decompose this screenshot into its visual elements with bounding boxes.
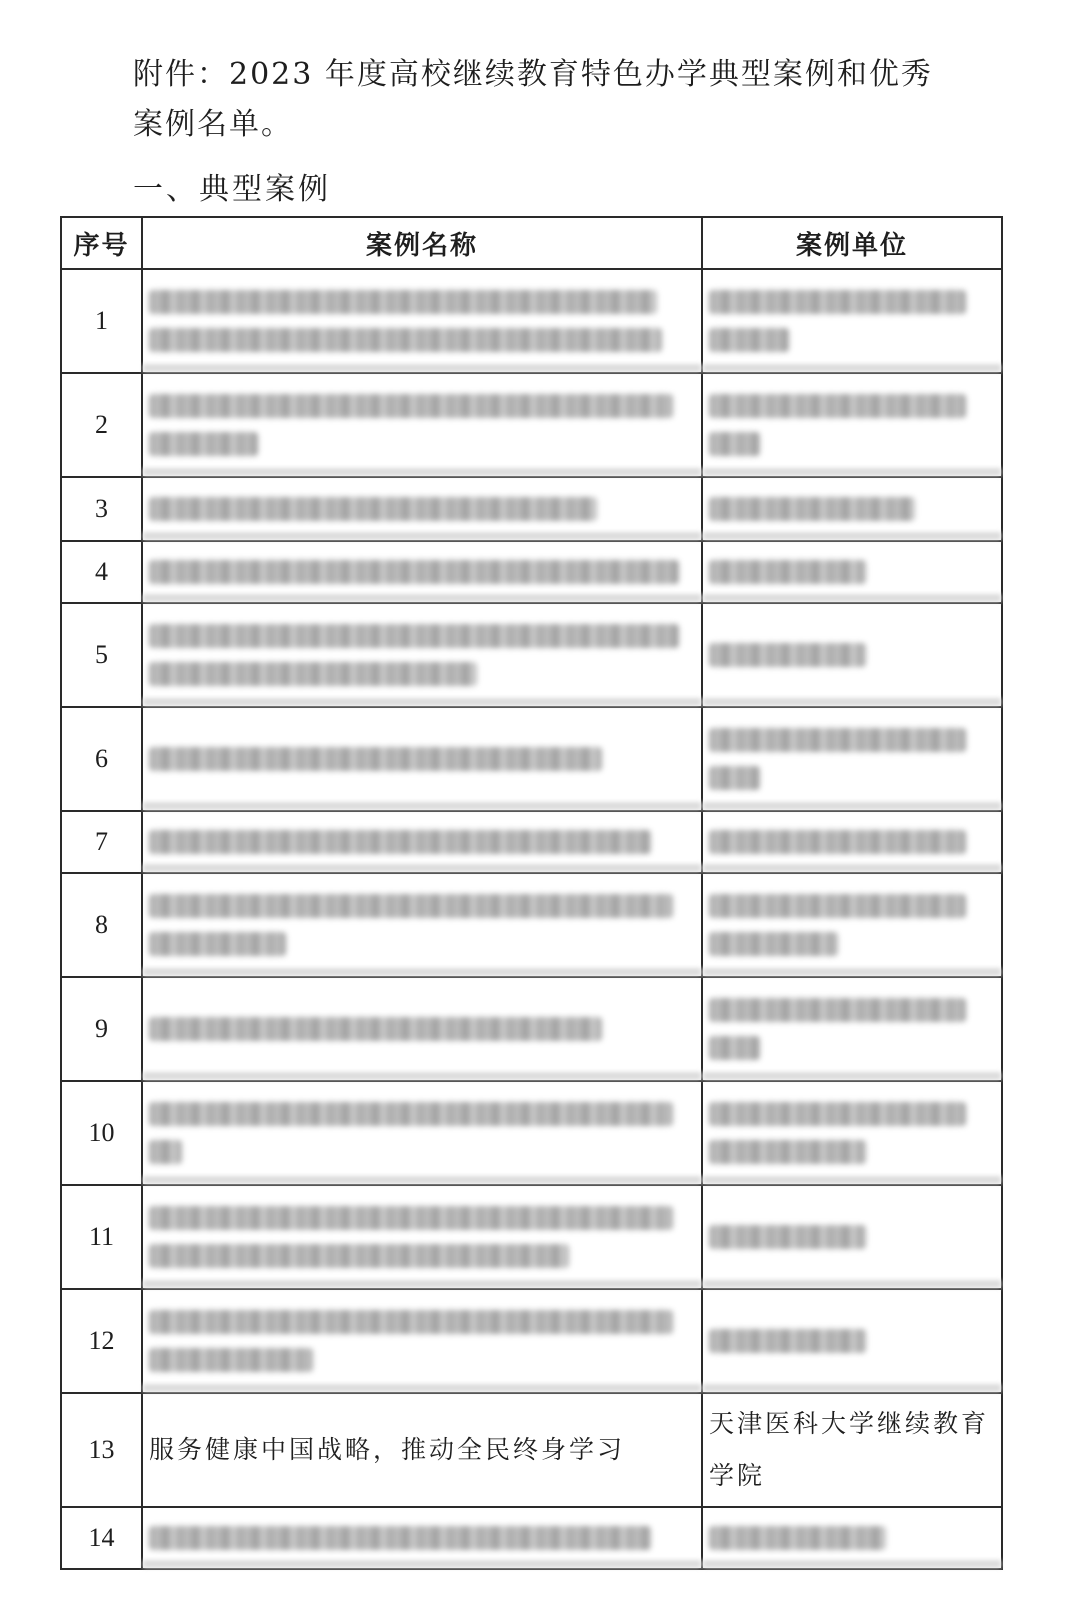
blurred-text-line [709, 1140, 866, 1164]
case-name-redacted [142, 269, 702, 373]
blur-shadow [143, 802, 701, 810]
blur-shadow [143, 594, 701, 602]
case-name-redacted [142, 1289, 702, 1393]
blurred-text-line [149, 394, 673, 418]
blur-shadow [143, 968, 701, 976]
table-row [61, 373, 1002, 477]
blur-shadow [143, 1560, 701, 1568]
blurred-text-line [709, 1036, 760, 1060]
row-number: 3 [61, 477, 142, 541]
case-unit-redacted [702, 1185, 1002, 1289]
case-name-redacted [142, 373, 702, 477]
case-unit-redacted [702, 373, 1002, 477]
blurred-text-line [149, 497, 597, 521]
table-row [61, 1507, 1002, 1569]
blur-shadow [143, 864, 701, 872]
row-number: 9 [61, 977, 142, 1081]
table-row [61, 603, 1002, 707]
section-title: 一、典型案例 [133, 172, 331, 207]
case-table [60, 216, 1003, 1570]
blurred-text-line [709, 1102, 966, 1126]
table-row [61, 707, 1002, 811]
blur-shadow [143, 1072, 701, 1080]
table-header-row [61, 217, 1002, 269]
case-unit-redacted [702, 269, 1002, 373]
blurred-text-line [149, 932, 286, 956]
blurred-text-line [149, 1140, 182, 1164]
row-number: 8 [61, 873, 142, 977]
row-number: 5 [61, 603, 142, 707]
blur-shadow [703, 1176, 1001, 1184]
blurred-text-line [149, 432, 258, 456]
blurred-text-line [709, 560, 866, 584]
table-row [61, 269, 1002, 373]
blurred-text-line [149, 560, 679, 584]
case-name-redacted [142, 1081, 702, 1185]
blurred-text-line [709, 830, 966, 854]
blurred-text-line [709, 728, 966, 752]
case-name-text: 服务健康中国战略，推动全民终身学习 [149, 1435, 626, 1464]
blurred-text-line [709, 290, 966, 314]
case-name-redacted [142, 873, 702, 977]
table-row [61, 977, 1002, 1081]
row-number: 2 [61, 373, 142, 477]
case-name-redacted [142, 603, 702, 707]
blur-shadow [703, 1384, 1001, 1392]
header-case-unit: 案例单位 [702, 217, 1002, 269]
case-unit-redacted [702, 603, 1002, 707]
blur-shadow [703, 1072, 1001, 1080]
blur-shadow [143, 698, 701, 706]
case-unit-redacted [702, 1507, 1002, 1569]
blurred-text-line [149, 290, 657, 314]
blurred-text-line [149, 747, 602, 771]
blur-shadow [703, 532, 1001, 540]
case-unit-redacted [702, 541, 1002, 603]
blurred-text-line [709, 894, 966, 918]
case-name-redacted [142, 1507, 702, 1569]
blurred-text-line [709, 432, 760, 456]
case-unit-redacted [702, 1081, 1002, 1185]
blur-shadow [703, 364, 1001, 372]
case-name-redacted [142, 477, 702, 541]
blurred-text-line [709, 1225, 866, 1249]
row-number: 11 [61, 1185, 142, 1289]
blur-shadow [143, 1384, 701, 1392]
blur-shadow [703, 594, 1001, 602]
case-name-redacted [142, 1185, 702, 1289]
case-unit-redacted [702, 977, 1002, 1081]
row-number: 10 [61, 1081, 142, 1185]
case-unit-redacted [702, 873, 1002, 977]
case-unit-redacted [702, 1289, 1002, 1393]
blur-shadow [703, 1280, 1001, 1288]
blur-shadow [703, 468, 1001, 476]
blur-shadow [703, 968, 1001, 976]
blur-shadow [703, 802, 1001, 810]
row-number: 7 [61, 811, 142, 873]
case-name-redacted [142, 707, 702, 811]
table-row [61, 1185, 1002, 1289]
blurred-text-line [149, 1310, 673, 1334]
blur-shadow [703, 1560, 1001, 1568]
blurred-text-line [149, 662, 477, 686]
blurred-text-line [149, 328, 662, 352]
case-unit-redacted [702, 477, 1002, 541]
blurred-text-line [709, 932, 838, 956]
blurred-text-line [709, 1526, 886, 1550]
row-number: 1 [61, 269, 142, 373]
blurred-text-line [709, 643, 866, 667]
row-number: 4 [61, 541, 142, 603]
row-number: 14 [61, 1507, 142, 1569]
blur-shadow [703, 698, 1001, 706]
header-case-name: 案例名称 [142, 217, 702, 269]
table-row [61, 1393, 1002, 1507]
blurred-text-line [709, 497, 915, 521]
case-name [142, 1393, 702, 1507]
blurred-text-line [149, 1526, 651, 1550]
blurred-text-line [149, 1017, 602, 1041]
table-row [61, 811, 1002, 873]
blurred-text-line [149, 624, 679, 648]
blur-shadow [143, 532, 701, 540]
blurred-text-line [149, 1348, 313, 1372]
row-number: 6 [61, 707, 142, 811]
table-row [61, 873, 1002, 977]
blur-shadow [143, 364, 701, 372]
case-name-redacted [142, 541, 702, 603]
row-number: 13 [61, 1393, 142, 1507]
blurred-text-line [709, 1329, 866, 1353]
case-name-redacted [142, 977, 702, 1081]
table-row [61, 1289, 1002, 1393]
header-number: 序号 [61, 217, 142, 269]
blurred-text-line [709, 394, 966, 418]
case-unit-redacted [702, 707, 1002, 811]
blurred-text-line [149, 1102, 673, 1126]
case-unit-redacted [702, 811, 1002, 873]
table-row [61, 1081, 1002, 1185]
blurred-text-line [149, 830, 651, 854]
blur-shadow [703, 864, 1001, 872]
blur-shadow [143, 468, 701, 476]
blurred-text-line [709, 328, 789, 352]
case-name-redacted [142, 811, 702, 873]
blurred-text-line [149, 1206, 673, 1230]
table-row [61, 541, 1002, 603]
case-unit [702, 1393, 1002, 1507]
document-heading: 附件：2023 年度高校继续教育特色办学典型案例和优秀案例名单。 [133, 57, 933, 142]
row-number: 12 [61, 1289, 142, 1393]
blur-shadow [143, 1176, 701, 1184]
table-row [61, 477, 1002, 541]
blur-shadow [143, 1280, 701, 1288]
blurred-text-line [709, 998, 966, 1022]
blurred-text-line [709, 766, 760, 790]
table-body [61, 269, 1002, 1569]
blurred-text-line [149, 894, 673, 918]
case-unit-text: 天津医科大学继续教育学院 [709, 1409, 990, 1490]
blurred-text-line [149, 1244, 569, 1268]
